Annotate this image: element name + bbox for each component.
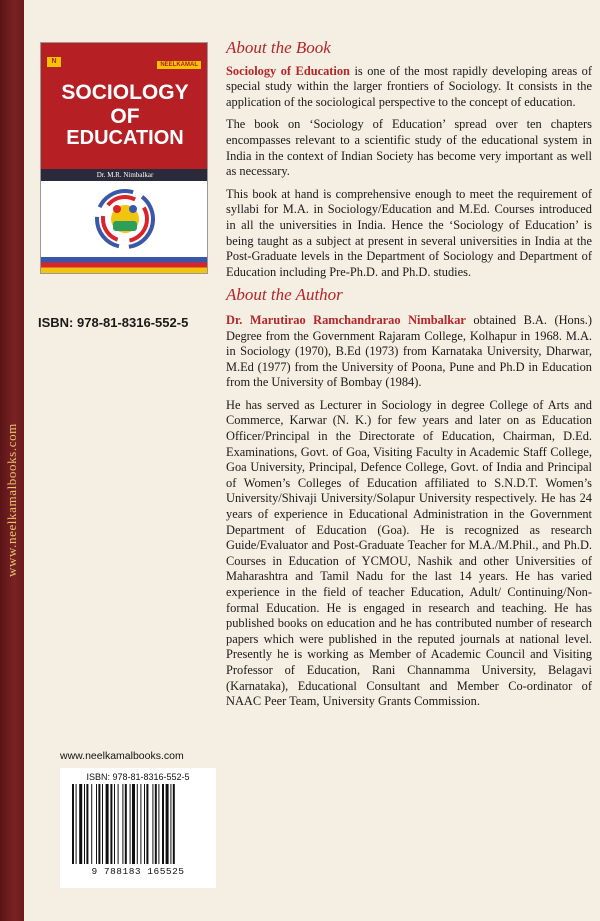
- about-book-paragraph-1: [226, 64, 592, 111]
- barcode-card: [60, 768, 216, 888]
- barcode-number: 9 788183 165525: [91, 866, 185, 877]
- publisher-logo-icon: N: [47, 57, 61, 67]
- about-author-heading: About the Author: [226, 285, 343, 305]
- education-emblem-icon: [93, 187, 157, 251]
- barcode-isbn: ISBN: 978-81-8316-552-5: [86, 772, 190, 782]
- barcode-website: www.neelkamalbooks.com: [60, 750, 184, 762]
- about-book-paragraph-1-text: is one of the most rapidly developing areas of special study within the larger frontiers of Sociology. It consists in the application of the sociological perspective to the concept of education.: [226, 63, 592, 109]
- spine-website-text: www.neelkamalbooks.com: [4, 423, 19, 577]
- about-author-paragraph-2: He has served as Lecturer in Sociology in degree College of Arts and Commerce, Karwar (N. K.) for few years and later on as Education Officer/Principal in the Directorate of Education, Chairman, D.Ed. Examinations, Govt. of Goa, Visiting Faculty in Academic Staff College, Goa University, Principal, Defence College, Govt. of India and Principal of Women’s Colleges of Education affiliated to S.N.D.T. Women’s University/Shivaji University/Solapur University respectively. He has 24 years of experience in Educational Administration in the Government Department of Education (Goa). He is recognized as research Guide/Evaluator and Post-Graduate Teacher for M.A./M.Phil., and Ph.D. Courses in Education of YCMOU, Nashik and other Universities of Maharashtra and Tamil Nadu for the last 14 years. He has varied experience in the field of teacher Education, Adult/ Continuing/Non-formal Education. He is engaged in research and teaching. He has published books on education and he has contributed number of research papers which were published in the reputed journals at national level. Presently he is working as Member of Academic Council and Visiting Professor of Education, Rani Channamma University, Belagavi (Karnataka), Educational Consultant and Member Co-ordinator of NAAC Peer Team, University Grants Commission.: [226, 397, 592, 709]
- book-title-emphasis: Sociology of Education: [226, 63, 350, 78]
- thumbnail-title-line2: OF: [110, 105, 140, 128]
- isbn-label: ISBN: 978-81-8316-552-5: [38, 315, 189, 330]
- barcode-icon: [68, 784, 208, 866]
- front-cover-thumbnail: [40, 42, 208, 274]
- about-book-paragraph-2: The book on ‘Sociology of Education’ spread over ten chapters encompasses relevant to a scientific study of the educational system in India in the context of Indian Society has become very important as well as necessary.: [226, 117, 592, 179]
- about-author-paragraph-1-text: obtained B.A. (Hons.) Degree from the Government Rajaram College, Kolhapur in 1968. M.A. in Sociology (1970), B.Ed (1973) from Karnataka University, Dharwar, M.Ed (1977) from the University of Poona, Pune and Ph.D in Education from the University of Bombay (1984).: [226, 312, 592, 390]
- back-cover: [24, 0, 600, 921]
- about-book-paragraph-3: This book at hand is comprehensive enough to meet the requirement of syllabi for M.A. in Sociology/Education and M.Ed. Courses introduced in all the universities in India. Hence the ‘Sociology of Education’ is being taught as a subject at present in several universities in India at the Post-Graduate levels in the Department of Sociology and Department of Education including Pre-Ph.D. and Ph.D. studies.: [226, 186, 592, 279]
- author-name-emphasis: Dr. Marutirao Ramchandrarao Nimbalkar: [226, 312, 466, 327]
- thumbnail-color-stripes: [41, 257, 208, 273]
- about-book-heading: About the Book: [226, 38, 331, 57]
- thumbnail-author: Dr. M.R. Nimbalkar: [41, 169, 208, 181]
- thumbnail-title-line3: EDUCATION: [66, 127, 184, 149]
- thumbnail-brand: NEELKAMAL: [157, 61, 201, 69]
- cover-text-column: [226, 40, 592, 717]
- thumbnail-title-line1: SOCIOLOGY: [61, 81, 189, 104]
- book-spine: [0, 0, 24, 921]
- about-author-paragraph-1: [226, 313, 592, 391]
- barcode-block: [60, 750, 216, 896]
